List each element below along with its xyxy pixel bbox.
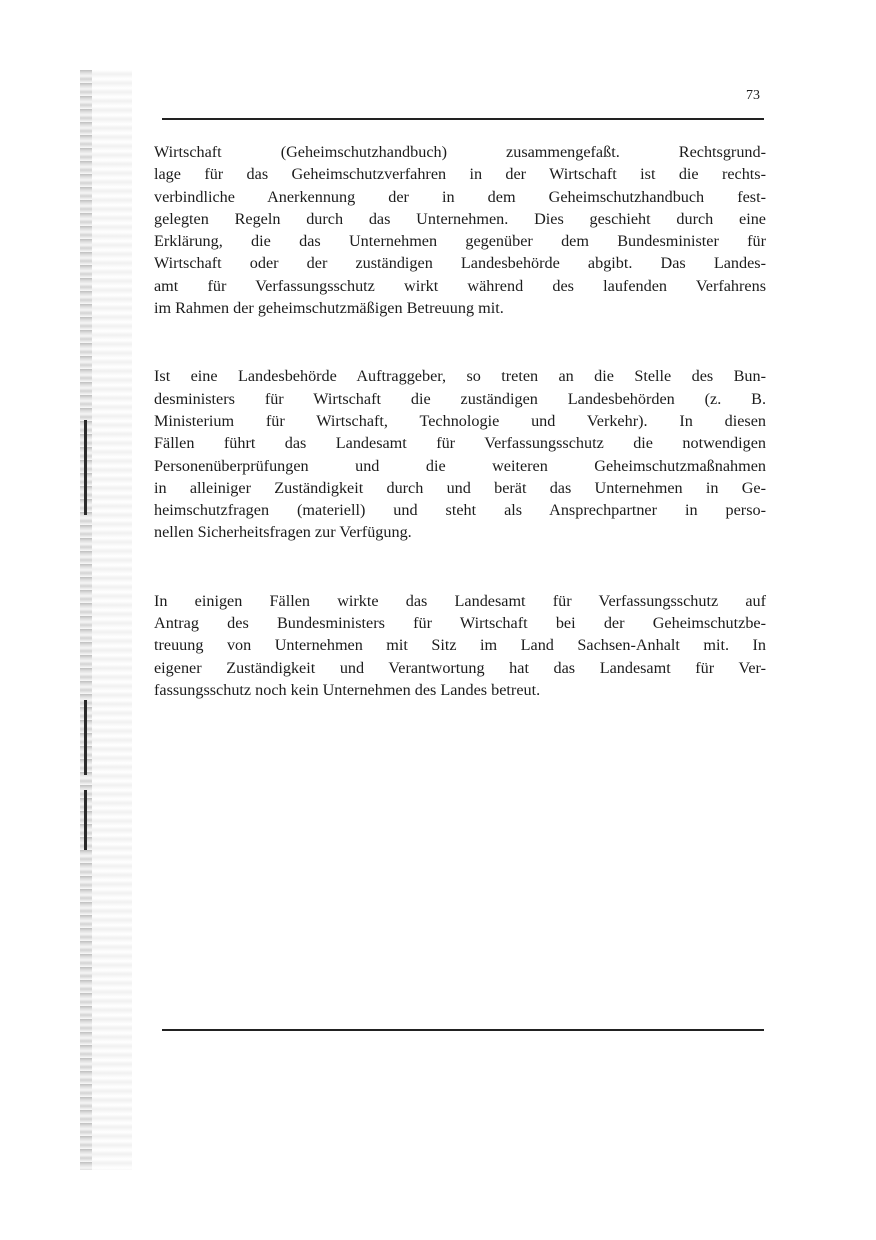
page-number: 73 [746, 88, 760, 103]
text-line: desministers für Wirtschaft die zuständigen Landesbehörden (z. B. [154, 389, 766, 408]
text-line: eigener Zuständigkeit und Verantwortung hat das Landesamt für Ver- [154, 658, 766, 677]
text-line: Wirtschaft oder der zuständigen Landesbehörde abgibt. Das Landes- [154, 254, 766, 273]
text-line: Ist eine Landesbehörde Auftraggeber, so treten an die Stelle des Bun- [154, 367, 766, 386]
margin-mark [84, 790, 87, 850]
paragraph [154, 590, 766, 701]
text-line: amt für Verfassungsschutz wirkt während des laufenden Verfahrens [154, 276, 766, 295]
text-line: fassungsschutz noch kein Unternehmen des Landes betreut. [154, 680, 541, 699]
text-line: Erklärung, die das Unternehmen gegenüber dem Bundesminister für [154, 232, 766, 251]
margin-mark [84, 420, 87, 515]
text-line: in alleiniger Zuständigkeit durch und berät das Unternehmen in Ge- [154, 478, 766, 497]
text-line: heimschutzfragen (materiell) und steht als Ansprechpartner in perso- [154, 501, 766, 520]
text-line: treuung von Unternehmen mit Sitz im Land Sachsen-Anhalt mit. In [154, 636, 766, 655]
scan-edge-shadow [80, 70, 92, 1170]
document-body [154, 141, 766, 747]
text-line: im Rahmen der geheimschutzmäßigen Betreuung mit. [154, 299, 504, 318]
text-line: Antrag des Bundesministers für Wirtschaft bei der Geheimschutzbe- [154, 614, 766, 633]
header-rule [162, 118, 764, 120]
scan-edge-noise [92, 70, 132, 1170]
text-line: verbindliche Anerkennung der in dem Geheimschutzhandbuch fest- [154, 187, 766, 206]
text-line: gelegten Regeln durch das Unternehmen. Dies geschieht durch eine [154, 209, 766, 228]
text-line: Personenüberprüfungen und die weiteren Geheimschutzmaßnahmen [154, 456, 766, 475]
text-line: nellen Sicherheitsfragen zur Verfügung. [154, 523, 412, 542]
text-line: Ministerium für Wirtschaft, Technologie und Verkehr). In diesen [154, 411, 766, 430]
paragraph [154, 141, 766, 319]
text-line: Fällen führt das Landesamt für Verfassungsschutz die notwendigen [154, 434, 766, 453]
footer-rule [162, 1029, 764, 1031]
paragraph [154, 365, 766, 543]
text-line: lage für das Geheimschutzverfahren in der Wirtschaft ist die rechts- [154, 165, 766, 184]
margin-mark [84, 700, 87, 775]
text-line: In einigen Fällen wirkte das Landesamt für Verfassungsschutz auf [154, 591, 766, 610]
text-line: Wirtschaft (Geheimschutzhandbuch) zusammengefaßt. Rechtsgrund- [154, 143, 766, 161]
